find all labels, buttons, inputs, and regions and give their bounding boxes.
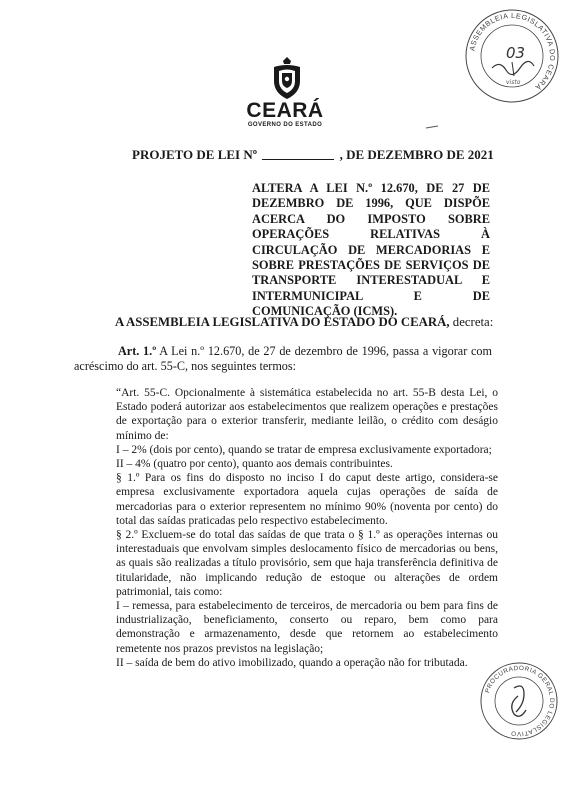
stamp-handwritten-note: visto (506, 79, 521, 86)
bill-summary: ALTERA A LEI N.º 12.670, DE 27 DE DEZEMBRO DE 1996, QUE DISPÕE ACERCA DO IMPOSTO SOBRE OPERAÇÕES RELATIVAS À CIRCULAÇÃO DE MERCADORIAS E SOBRE PRESTAÇÕES DE SERVIÇOS DE TRANSPORTE INTERESTADUAL E INTERMUNICIPAL E DE COMUNICAÇÃO (ICMS). (252, 181, 490, 319)
quoted-paragraph: § 2.º Excluem-se do total das saídas de que trata o § 1.º as operações internas ou interestaduais que envolvam simples deslocamento físico de mercadorias ou bens, as quais são realizadas a título provisório, sem que haja transferência definitiva de titularidade, não implicando redução de estoque ou alterações de ordem patrimonial, tais como: (116, 529, 498, 598)
stamp-ring-text: ASSEMBLEIA LEGISLATIVA DO CEARÁ (467, 10, 558, 93)
enacting-verb: decreta: (449, 315, 494, 329)
quoted-paragraph: I – 2% (dois por cento), quando se tratar de empresa exclusivamente exportadora; (116, 443, 492, 456)
article-1-text: A Lei n.º 12.670, de 27 de dezembro de 1996, passa a vigorar com acréscimo do art. 55-C, nos seguintes termos: (74, 344, 492, 374)
brand-logo (245, 100, 325, 128)
bill-heading (132, 147, 494, 163)
quoted-paragraph: § 1.º Para os fins do disposto no inciso I do caput deste artigo, considera-se empresa exclusivamente exportadora aquela cujas operações de saída de mercadorias para o exterior representem no mínimo 90% (noventa por cento) do total das saídas praticadas pelo respectivo estabelecimento. (116, 472, 498, 527)
enacting-authority: A ASSEMBLEIA LEGISLATIVA DO ESTADO DO CEARÁ, (115, 315, 450, 329)
bill-number-blank (262, 148, 334, 160)
procuradoria-stamp (478, 660, 560, 742)
quoted-paragraph: I – remessa, para estabelecimento de terceiros, de mercadoria ou bem para fins de industrialização, beneficiamento, conserto ou reparo, bem como para demonstração e armazenamento, desde que retornem ao estabelecimento remetente nos prazos previstos na legislação; (116, 600, 498, 655)
quoted-paragraph: II – saída de bem do ativo imobilizado, quando a operação não for tributada. (116, 656, 468, 669)
brand-subtitle: GOVERNO DO ESTADO (247, 122, 323, 128)
bill-prefix: PROJETO DE LEI Nº (132, 147, 258, 162)
stamp-ring-text: PROCURADORIA GERAL DO LEGISLATIVO (484, 664, 556, 738)
reception-stamp (462, 6, 562, 106)
bill-date: , DE DEZEMBRO DE 2021 (339, 147, 494, 162)
quoted-article-55c (116, 386, 498, 670)
quoted-paragraph: II – 4% (quatro por cento), quanto aos demais contribuintes. (116, 458, 393, 471)
brand-name: CEARÁ (246, 99, 324, 122)
article-1-label: Art. 1.º (118, 344, 157, 358)
enacting-clause (115, 315, 493, 330)
article-1 (74, 344, 492, 375)
quoted-paragraph: “Art. 55-C. Opcionalmente à sistemática estabelecida no art. 55-B desta Lei, o Estado poderá autorizar aos estabelecimentos que realizem operações e prestações de exportação para o exterior transferir, mediante leilão, o crédito com deságio mínimo de: (116, 387, 498, 442)
state-emblem-icon (270, 55, 304, 101)
pen-mark (425, 125, 439, 129)
stamp-page-number: 03 (506, 44, 526, 62)
